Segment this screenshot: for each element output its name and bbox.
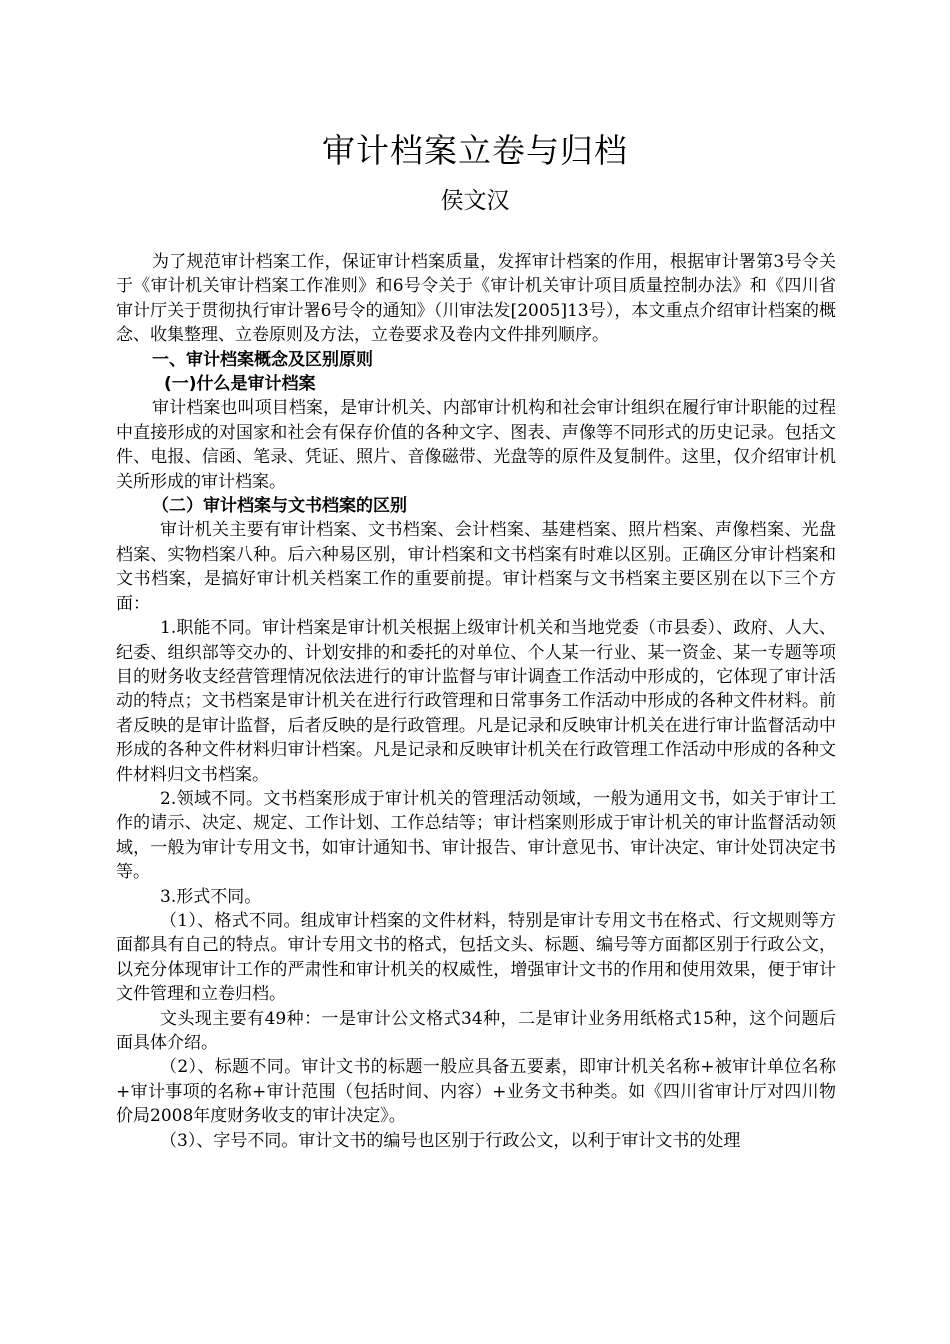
body-paragraph: 审计机关主要有审计档案、文书档案、会计档案、基建档案、照片档案、声像档案、光盘档案、实物档案八种。后六种易区别，审计档案和文书档案有时难以区别。正确区分审计档案和文书档案，是搞好审计机关档案工作的重要前提。审计档案与文书档案主要区别在以下三个方面：: [116, 520, 836, 614]
list-item: 2.领域不同。文书档案形成于审计机关的管理活动领域，一般为通用文书，如关于审计工作的请示、决定、规定、工作计划、工作总结等；审计档案则形成于审计机关的审计监督活动领域，一般为审计专用文书，如审计通知书、审计报告、审计意见书、审计决定、审计处罚决定书等。: [116, 788, 836, 883]
subsection-heading: (一)什么是审计档案: [164, 374, 316, 395]
document-body: [116, 250, 836, 1153]
subsection-heading: （二）审计档案与文书档案的区别: [152, 496, 407, 517]
section-heading: 一、审计档案概念及区别原则: [152, 349, 373, 370]
list-item: 3.形式不同。: [160, 886, 262, 907]
document-author: 侯文汉: [440, 188, 510, 214]
intro-paragraph: 为了规范审计档案工作，保证审计档案质量，发挥审计档案的作用，根据审计署第3号令关于《审计机关审计档案工作准则》和6号令关于《审计机关审计项目质量控制办法》和《四川省审计厅关于贯彻执行审计署6号令的通知》（川审法发[2005]13号），本文重点介绍审计档案的概念、收集整理、立卷原则及方法，立卷要求及卷内文件排列顺序。: [116, 252, 836, 346]
body-paragraph: 文头现主要有49种：一是审计公文格式34种，二是审计业务用纸格式15种，这个问题后面具体介绍。: [116, 1008, 836, 1053]
document-title: 审计档案立卷与归档: [322, 131, 628, 170]
body-paragraph: 审计档案也叫项目档案，是审计机关、内部审计机构和社会审计组织在履行审计职能的过程中直接形成的对国家和社会有保存价值的各种文字、图表、声像等不同形式的历史记录。包括文件、电报、信函、笔录、凭证、照片、音像磁带、光盘等的原件及复制件。这里，仅介绍审计机关所形成的审计档案。: [116, 398, 836, 492]
list-item: 1.职能不同。审计档案是审计机关根据上级审计机关和当地党委（市县委）、政府、人大、纪委、组织部等交办的、计划安排的和委托的对单位、个人某一行业、某一资金、某一专题等项目的财务收支经营管理情况依法进行的审计监督与审计调查工作活动中形成的，它体现了审计活动的特点；文书档案是审计机关在进行行政管理和日常事务工作活动中形成的各种文件材料。前者反映的是审计监督，后者反映的是行政管理。凡是记录和反映审计机关在进行审计监督活动中形成的各种文件材料归审计档案。凡是记录和反映审计机关在行政管理工作活动中形成的各种文件材料归文书档案。: [116, 618, 836, 785]
list-item: （3）、字号不同。审计文书的编号也区别于行政公文，以利于审计文书的处理: [160, 1130, 741, 1151]
list-item: （2）、标题不同。审计文书的标题一般应具备五要素，即审计机关名称+被审计单位名称+审计事项的名称+审计范围（包括时间、内容）+业务文书种类。如《四川省审计厅对四川物价局2008年度财务收支的审计决定》。: [116, 1057, 836, 1127]
list-item: （1）、格式不同。组成审计档案的文件材料，特别是审计专用文书在格式、行文规则等方面都具有自己的特点。审计专用文书的格式，包括文头、标题、编号等方面都区别于行政公文，以充分体现审计工作的严肃性和审计机关的权威性，增强审计文书的作用和使用效果，便于审计文件管理和立卷归档。: [116, 910, 836, 1005]
